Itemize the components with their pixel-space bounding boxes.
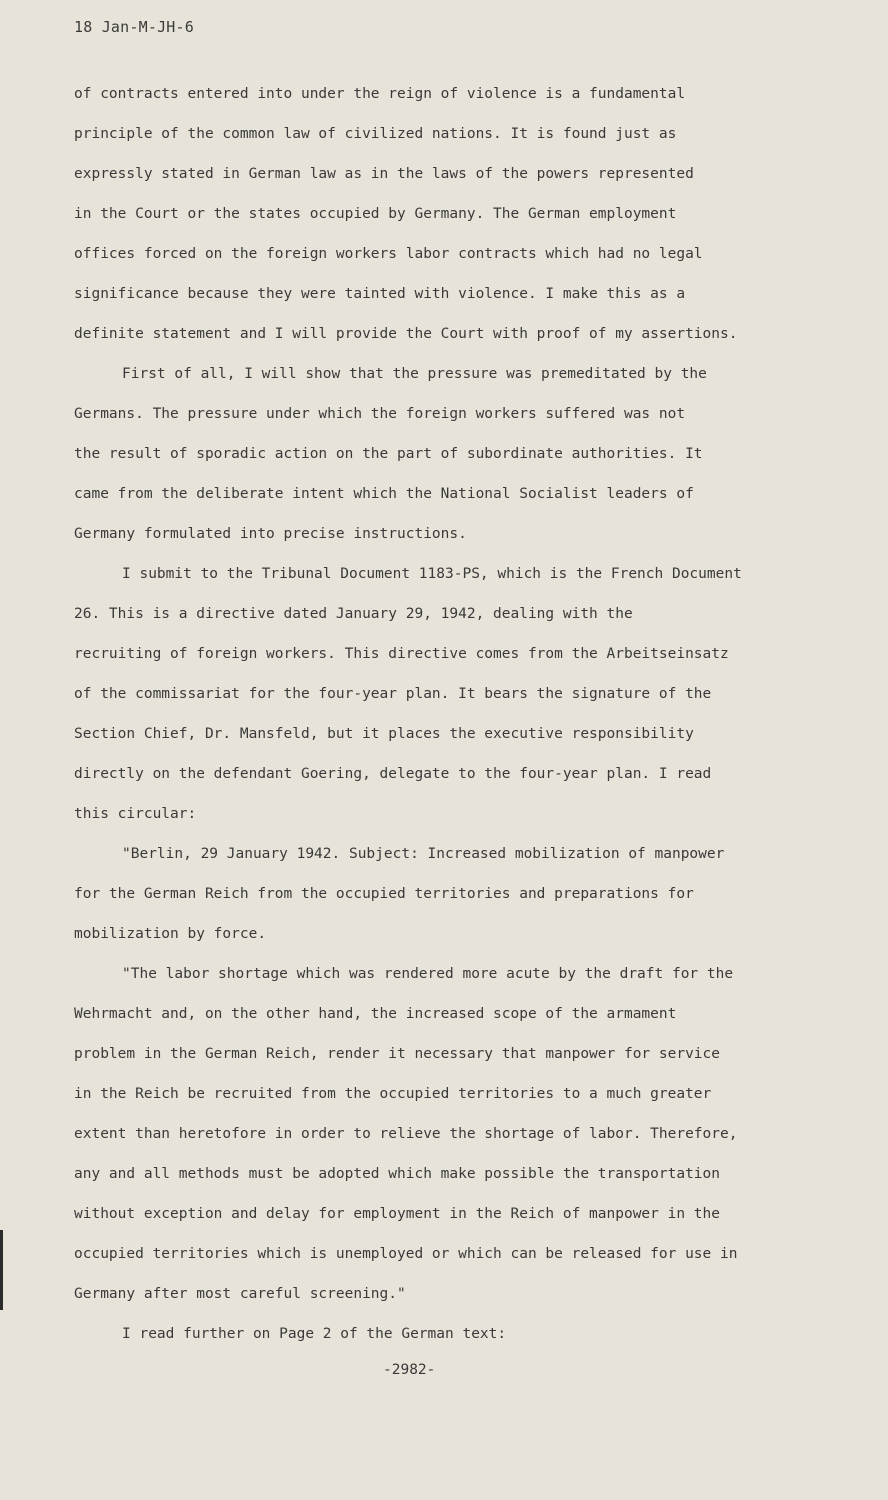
page-header: 18 Jan-M-JH-6 (74, 18, 194, 36)
binding-edge-mark (0, 1230, 3, 1310)
document-body (74, 74, 814, 1354)
text-line: directly on the defendant Goering, delegate to the four-year plan. I read (74, 766, 712, 782)
page-number: -2982- (383, 1362, 436, 1378)
text-line: I read further on Page 2 of the German text: (122, 1326, 507, 1342)
text-line: of contracts entered into under the reign of violence is a fundamental (74, 86, 686, 102)
text-line: I submit to the Tribunal Document 1183-PS, which is the French Document (122, 566, 742, 582)
text-line: of the commissariat for the four-year plan. It bears the signature of the (74, 686, 712, 702)
text-line: problem in the German Reich, render it necessary that manpower for service (74, 1046, 721, 1062)
text-line: Section Chief, Dr. Mansfeld, but it places the executive responsibility (74, 726, 694, 742)
text-line: extent than heretofore in order to relieve the shortage of labor. Therefore, (74, 1126, 738, 1142)
text-line: came from the deliberate intent which the National Socialist leaders of (74, 486, 694, 502)
text-line: mobilization by force. (74, 926, 267, 942)
text-line: "The labor shortage which was rendered more acute by the draft for the (122, 966, 734, 982)
text-line: occupied territories which is unemployed or which can be released for use in (74, 1246, 738, 1262)
paragraph-3 (74, 554, 814, 834)
text-line: Germany after most careful screening." (74, 1286, 406, 1302)
text-line: in the Reich be recruited from the occupied territories to a much greater (74, 1086, 712, 1102)
text-line: in the Court or the states occupied by Germany. The German employment (74, 206, 677, 222)
text-line: Wehrmacht and, on the other hand, the increased scope of the armament (74, 1006, 677, 1022)
text-line: any and all methods must be adopted which make possible the transportation (74, 1166, 721, 1182)
text-line: significance because they were tainted with violence. I make this as a (74, 286, 686, 302)
paragraph-1 (74, 74, 814, 354)
text-line: for the German Reich from the occupied territories and preparations for (74, 886, 694, 902)
text-line: Germany formulated into precise instructions. (74, 526, 467, 542)
text-line: Germans. The pressure under which the foreign workers suffered was not (74, 406, 686, 422)
text-line: the result of sporadic action on the part of subordinate authorities. It (74, 446, 703, 462)
text-line: offices forced on the foreign workers labor contracts which had no legal (74, 246, 703, 262)
paragraph-5-quote (74, 954, 814, 1314)
text-line: "Berlin, 29 January 1942. Subject: Increased mobilization of manpower (122, 846, 725, 862)
paragraph-4-quote (74, 834, 814, 954)
text-line: principle of the common law of civilized nations. It is found just as (74, 126, 677, 142)
text-line: expressly stated in German law as in the laws of the powers represented (74, 166, 694, 182)
paragraph-6 (74, 1314, 814, 1354)
text-line: this circular: (74, 806, 197, 822)
text-line: 26. This is a directive dated January 29, 1942, dealing with the (74, 606, 633, 622)
text-line: recruiting of foreign workers. This directive comes from the Arbeitseinsatz (74, 646, 729, 662)
text-line: without exception and delay for employment in the Reich of manpower in the (74, 1206, 721, 1222)
text-line: definite statement and I will provide the Court with proof of my assertions. (74, 326, 738, 342)
text-line: First of all, I will show that the pressure was premeditated by the (122, 366, 707, 382)
paragraph-2 (74, 354, 814, 554)
